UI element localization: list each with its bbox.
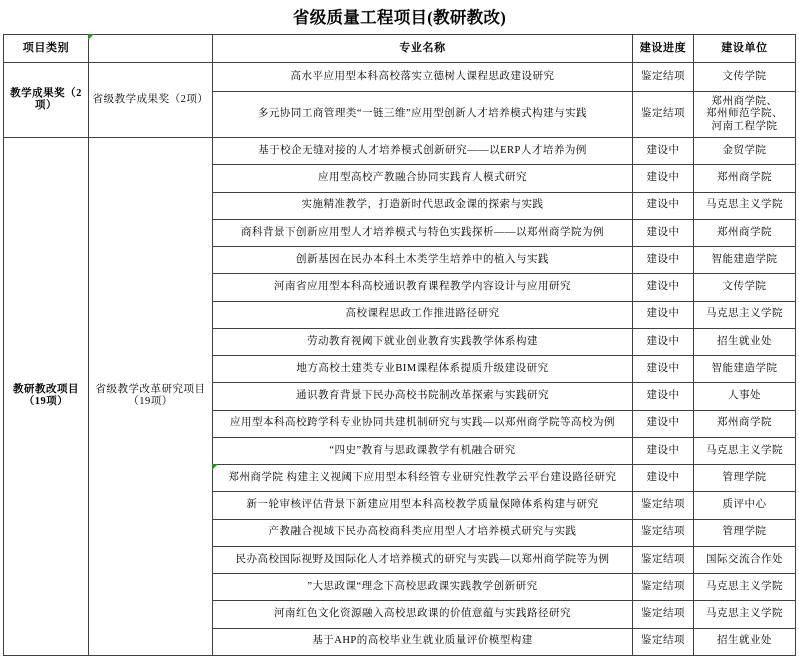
progress-cell: 建设中 <box>633 410 694 437</box>
projects-table <box>3 34 796 656</box>
unit-cell: 金贸学院 <box>694 138 796 165</box>
category-header: 项目类别 <box>4 35 89 63</box>
unit-cell: 郑州商学院 <box>694 165 796 192</box>
project-name-cell: 郑州商学院 构建主义视阈下应用型本科经管专业研究性教学云平台建设路径研究 <box>213 465 633 492</box>
unit-cell: 马克思主义学院 <box>694 601 796 628</box>
cell-warning-marker-icon <box>88 34 94 40</box>
table-row <box>4 138 796 165</box>
unit-cell: 招生就业处 <box>694 328 796 355</box>
project-name-cell: 高校课程思政工作推进路径研究 <box>213 301 633 328</box>
project-name-cell: 河南省应用型本科高校通识教育课程教学内容设计与应用研究 <box>213 274 633 301</box>
project-name-cell: 商科背景下创新应用型人才培养模式与特色实践探析——以郑州商学院为例 <box>213 219 633 246</box>
progress-cell: 建设中 <box>633 437 694 464</box>
table-body <box>4 63 796 656</box>
unit-cell: 招生就业处 <box>694 628 796 655</box>
unit-line: 河南工程学院 <box>711 120 778 132</box>
unit-cell: 文传学院 <box>694 63 796 92</box>
header-row <box>4 35 796 63</box>
table-row <box>4 63 796 92</box>
progress-cell: 鉴定结项 <box>633 601 694 628</box>
category-cell: 教研教改项目（19项） <box>4 138 89 656</box>
project-name-cell: 实施精准教学，打造新时代思政金课的探索与实践 <box>213 192 633 219</box>
unit-line: 郑州商学院、 <box>711 95 778 107</box>
unit-cell <box>694 92 796 138</box>
subcategory-cell: 省级教学改革研究项目（19项） <box>89 138 213 656</box>
unit-cell: 管理学院 <box>694 519 796 546</box>
project-name-cell: 地方高校土建类专业BIM课程体系提质升级建设研究 <box>213 356 633 383</box>
progress-cell: 建设中 <box>633 247 694 274</box>
progress-cell: 鉴定结项 <box>633 574 694 601</box>
project-name-cell: 劳动教育视阈下就业创业教育实践教学体系构建 <box>213 328 633 355</box>
cell-warning-marker-icon <box>212 464 218 470</box>
unit-cell: 国际交流合作处 <box>694 546 796 573</box>
subcategory-cell: 省级教学成果奖（2项） <box>89 63 213 138</box>
progress-cell: 建设中 <box>633 301 694 328</box>
progress-cell: 鉴定结项 <box>633 519 694 546</box>
progress-cell: 建设中 <box>633 138 694 165</box>
project-name-cell: 基于校企无缝对接的人才培养模式创新研究——以ERP人才培养为例 <box>213 138 633 165</box>
unit-header: 建设单位 <box>694 35 796 63</box>
project-name-cell: 创新基因在民办本科土木类学生培养中的植入与实践 <box>213 247 633 274</box>
progress-cell: 建设中 <box>633 274 694 301</box>
project-name-cell: 民办高校国际视野及国际化人才培养模式的研究与实践—以郑州商学院等为例 <box>213 546 633 573</box>
progress-cell: 建设中 <box>633 219 694 246</box>
progress-cell: 建设中 <box>633 465 694 492</box>
unit-cell: 郑州商学院 <box>694 219 796 246</box>
unit-cell: 郑州商学院 <box>694 410 796 437</box>
page-title: 省级质量工程项目(教研教改) <box>292 8 507 27</box>
unit-cell: 智能建造学院 <box>694 356 796 383</box>
category-cell: 教学成果奖（2项） <box>4 63 89 138</box>
progress-cell: 建设中 <box>633 356 694 383</box>
subcategory-header <box>89 35 213 63</box>
progress-cell: 建设中 <box>633 383 694 410</box>
project-name-cell: 新一轮审核评估背景下新建应用型本科高校教学质量保障体系构建与研究 <box>213 492 633 519</box>
unit-cell: 马克思主义学院 <box>694 301 796 328</box>
project-name-cell: ”大思政课“理念下高校思政课实践教学创新研究 <box>213 574 633 601</box>
unit-cell: 马克思主义学院 <box>694 574 796 601</box>
project-name-cell: 高水平应用型本科高校落实立德树人课程思政建设研究 <box>213 63 633 92</box>
project-name-cell: 河南红色文化资源融入高校思政课的价值意蕴与实践路径研究 <box>213 601 633 628</box>
progress-header: 建设进度 <box>633 35 694 63</box>
progress-cell: 建设中 <box>633 192 694 219</box>
project-name-cell: “四史”教育与思政课教学有机融合研究 <box>213 437 633 464</box>
progress-cell: 建设中 <box>633 165 694 192</box>
unit-cell: 质评中心 <box>694 492 796 519</box>
unit-cell: 文传学院 <box>694 274 796 301</box>
progress-cell: 鉴定结项 <box>633 546 694 573</box>
project-name-cell: 多元协同工商管理类“一链三维”应用型创新人才培养模式构建与实践 <box>213 92 633 138</box>
project-name-cell: 通识教育背景下民办高校书院制改革探索与实践研究 <box>213 383 633 410</box>
progress-cell: 鉴定结项 <box>633 92 694 138</box>
progress-cell: 鉴定结项 <box>633 628 694 655</box>
unit-cell: 智能建造学院 <box>694 247 796 274</box>
unit-cell: 人事处 <box>694 383 796 410</box>
unit-cell: 马克思主义学院 <box>694 192 796 219</box>
project-name-header: 专业名称 <box>213 35 633 63</box>
unit-cell: 马克思主义学院 <box>694 437 796 464</box>
progress-cell: 建设中 <box>633 328 694 355</box>
progress-cell: 鉴定结项 <box>633 63 694 92</box>
progress-cell: 鉴定结项 <box>633 492 694 519</box>
project-name-cell: 应用型本科高校跨学科专业协同共建机制研究与实践—以郑州商学院等高校为例 <box>213 410 633 437</box>
unit-line: 郑州师范学院、 <box>706 108 783 120</box>
project-name-cell: 应用型高校产教融合协同实践育人模式研究 <box>213 165 633 192</box>
project-name-cell: 产教融合视域下民办高校商科类应用型人才培养模式研究与实践 <box>213 519 633 546</box>
unit-cell: 管理学院 <box>694 465 796 492</box>
project-name-cell: 基于AHP的高校毕业生就业质量评价模型构建 <box>213 628 633 655</box>
